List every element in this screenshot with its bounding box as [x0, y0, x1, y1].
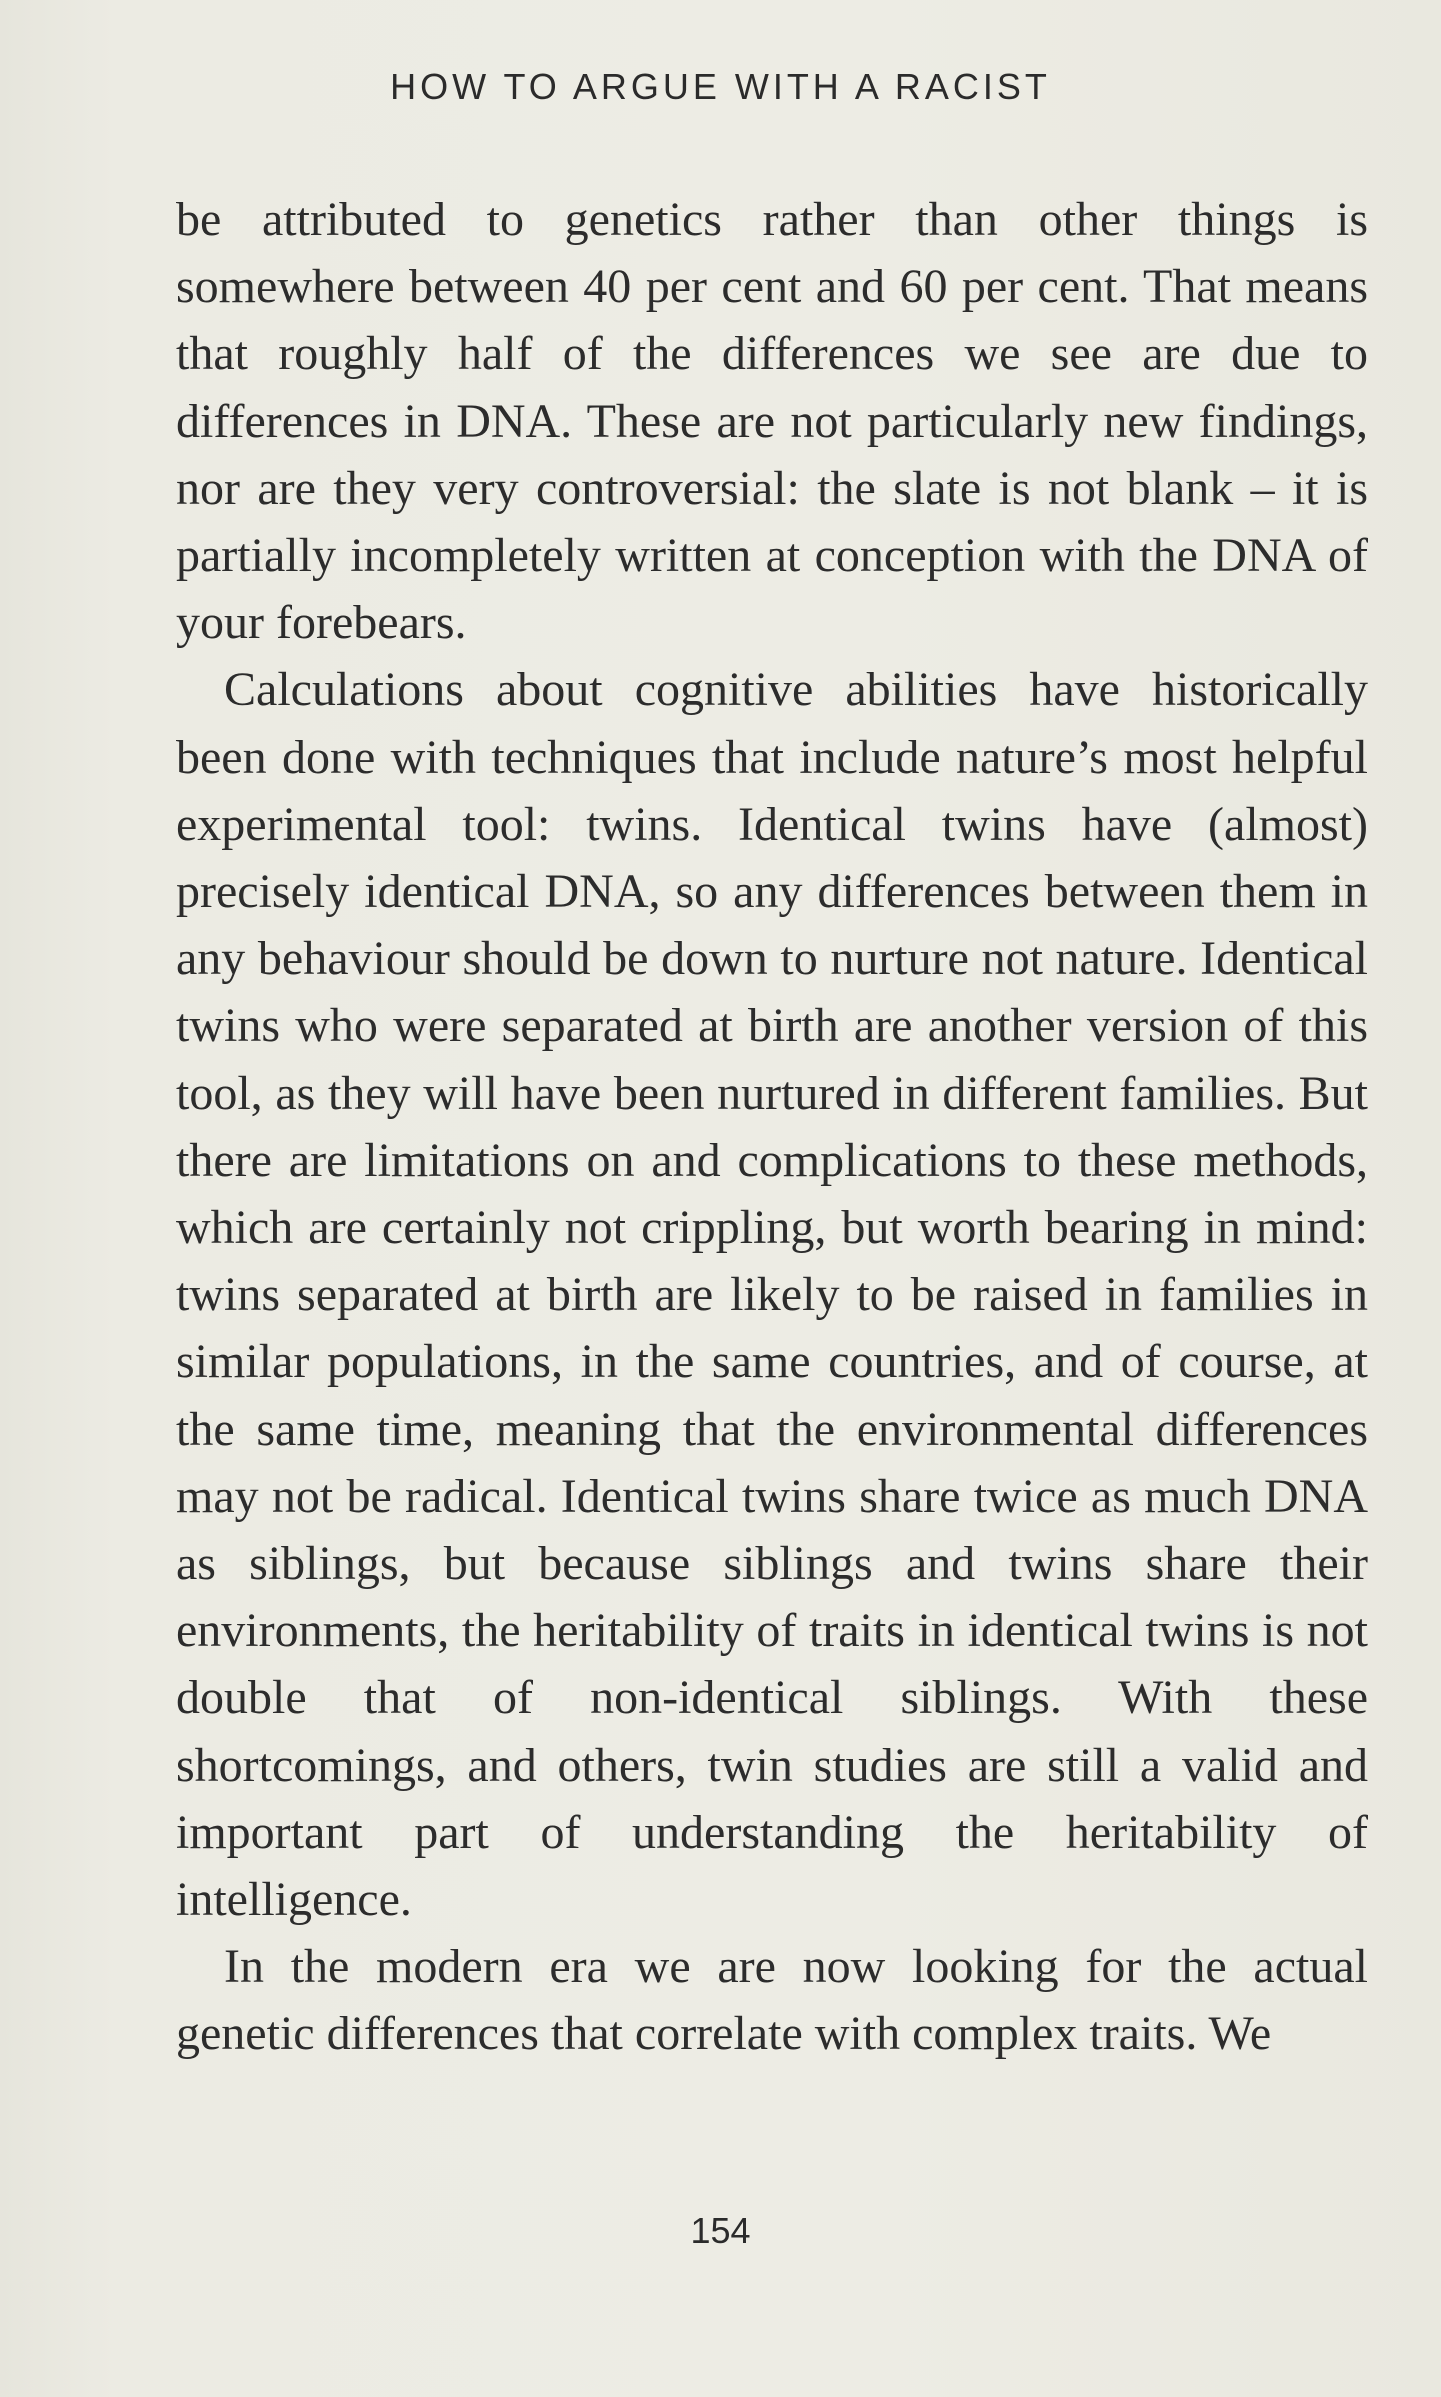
- paragraph-continuation: be attributed to genetics rather than other things is somewhere between 40 per cent and 60 per cent. That means that roughly half of the differences we see are due to differences in DNA. These are not particularly new findings, nor are they very controversial: the slate is not blank – it is partially incompletely written at conception with the DNA of your forebears.: [176, 193, 1368, 650]
- paragraph-modern-era: In the modern era we are now looking for the actual genetic differences that correlate with complex traits. We: [176, 1940, 1368, 2061]
- running-head: HOW TO ARGUE WITH A RACIST: [390, 66, 1051, 107]
- page-number: 154: [690, 2210, 751, 2251]
- paragraph-twin-studies: Calculations about cognitive abilities have historically been done with techniques that include nature’s most helpful experimental tool: twins. Identical twins have (almost) precisely identical DNA, so any differences between them in any behaviour should be down to nurture not nature. Identical twins who were separated at birth are another version of this tool, as they will have been nurtured in different families. But there are limitations on and complications to these methods, which are certainly not crippling, but worth bearing in mind: twins separated at birth are likely to be raised in families in similar populations, in the same countries, and of course, at the same time, meaning that the environmental differences may not be radical. Identical twins share twice as much DNA as siblings, but because siblings and twins share their environments, the heritability of traits in identical twins is not double that of non-identical siblings. With these shortcomings, and others, twin studies are still a valid and important part of understanding the heritability of intelligence.: [176, 663, 1368, 1927]
- body-text: [176, 186, 1368, 2068]
